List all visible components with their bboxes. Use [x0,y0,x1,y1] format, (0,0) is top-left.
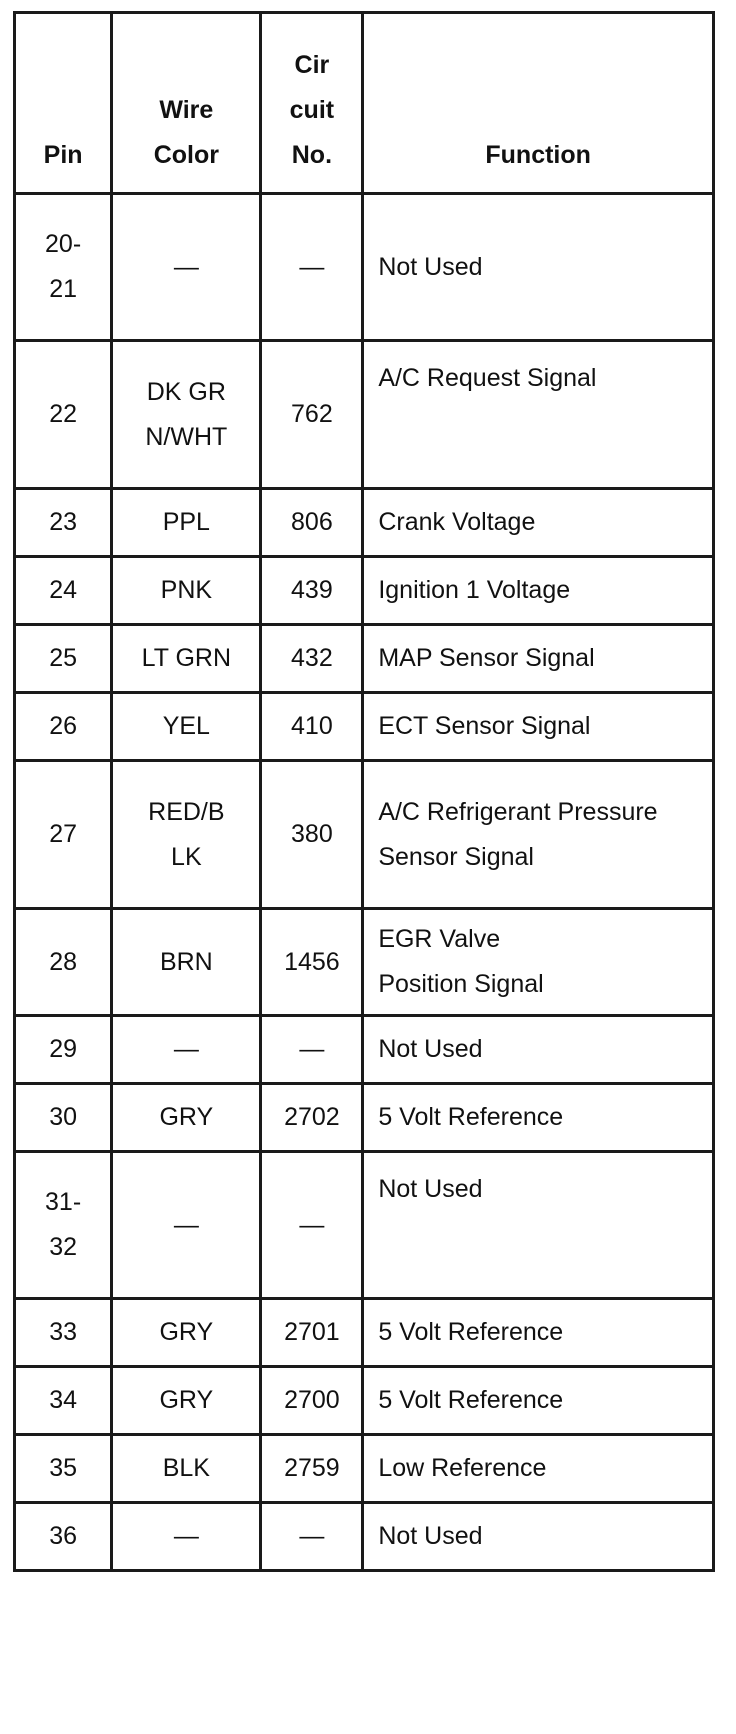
header-function-label: Function [485,141,591,169]
cell-wire: YEL [112,693,261,761]
cell-circuit: 2702 [261,1084,363,1152]
cell-wire: — [112,1152,261,1299]
cell-function: Crank Voltage [363,489,714,557]
cell-pin: 34 [15,1367,112,1435]
cell-circuit: 762 [261,341,363,489]
connector-pinout-table [13,11,715,1572]
cell-circuit: 2759 [261,1435,363,1503]
header-function [363,13,714,194]
cell-wire: GRY [112,1084,261,1152]
header-circuit-label: Cir cuit No. [289,51,335,169]
cell-wire [112,761,261,909]
cell-circuit: 2701 [261,1299,363,1367]
wire-value: RED/BLK [148,797,225,871]
cell-function: MAP Sensor Signal [363,625,714,693]
cell-function: 5 Volt Reference [363,1367,714,1435]
table-row [15,1152,714,1299]
cell-pin: 22 [15,341,112,489]
cell-function: A/C Refrigerant Pressure Sensor Signal [363,761,714,909]
cell-pin: 30 [15,1084,112,1152]
wire-value: DK GRN/WHT [145,377,228,451]
table-row [15,489,714,557]
cell-wire: GRY [112,1299,261,1367]
table-row [15,761,714,909]
cell-function: Low Reference [363,1435,714,1503]
header-pin-label: Pin [43,141,83,169]
header-pin [15,13,112,194]
cell-function: Not Used [363,1152,714,1299]
cell-wire: — [112,1503,261,1571]
cell-wire [112,341,261,489]
cell-function: Not Used [363,1503,714,1571]
cell-function [363,909,714,1016]
cell-circuit: 439 [261,557,363,625]
table-row [15,557,714,625]
cell-circuit: — [261,1503,363,1571]
cell-circuit: 2700 [261,1367,363,1435]
table-row [15,1016,714,1084]
cell-pin [15,1152,112,1299]
table-row [15,341,714,489]
cell-wire: PNK [112,557,261,625]
cell-pin: 27 [15,761,112,909]
cell-function: 5 Volt Reference [363,1084,714,1152]
cell-function: Not Used [363,194,714,341]
header-circuit-no [261,13,363,194]
table-row [15,625,714,693]
cell-pin: 36 [15,1503,112,1571]
table-header-row [15,13,714,194]
cell-pin: 33 [15,1299,112,1367]
table-row [15,1435,714,1503]
pin-value: 20-21 [45,230,82,303]
cell-function: 5 Volt Reference [363,1299,714,1367]
cell-pin: 35 [15,1435,112,1503]
cell-pin [15,194,112,341]
cell-pin: 28 [15,909,112,1016]
cell-pin: 23 [15,489,112,557]
cell-wire: PPL [112,489,261,557]
cell-wire: GRY [112,1367,261,1435]
cell-circuit: 410 [261,693,363,761]
table-row [15,693,714,761]
cell-circuit: 806 [261,489,363,557]
cell-pin: 25 [15,625,112,693]
cell-wire: BLK [112,1435,261,1503]
table-row [15,1084,714,1152]
cell-wire: — [112,1016,261,1084]
table-row [15,1503,714,1571]
cell-function: A/C Request Signal [363,341,714,489]
cell-function: Ignition 1 Voltage [363,557,714,625]
cell-wire: BRN [112,909,261,1016]
table-row [15,909,714,1016]
cell-wire: LT GRN [112,625,261,693]
cell-circuit: 432 [261,625,363,693]
cell-circuit: — [261,194,363,341]
cell-function: ECT Sensor Signal [363,693,714,761]
table-row [15,194,714,341]
cell-circuit: 1456 [261,909,363,1016]
cell-pin: 26 [15,693,112,761]
cell-pin: 29 [15,1016,112,1084]
cell-wire: — [112,194,261,341]
header-wire-color [112,13,261,194]
cell-pin: 24 [15,557,112,625]
cell-circuit: 380 [261,761,363,909]
cell-function: Not Used [363,1016,714,1084]
table-row [15,1299,714,1367]
table-row [15,1367,714,1435]
header-wire-color-label: Wire Color [153,96,219,169]
cell-circuit: — [261,1152,363,1299]
pin-value: 31-32 [45,1188,82,1261]
connector-pinout-table-wrapper [13,11,715,1572]
function-value: EGR Valve Position Signal [378,925,544,998]
cell-circuit: — [261,1016,363,1084]
